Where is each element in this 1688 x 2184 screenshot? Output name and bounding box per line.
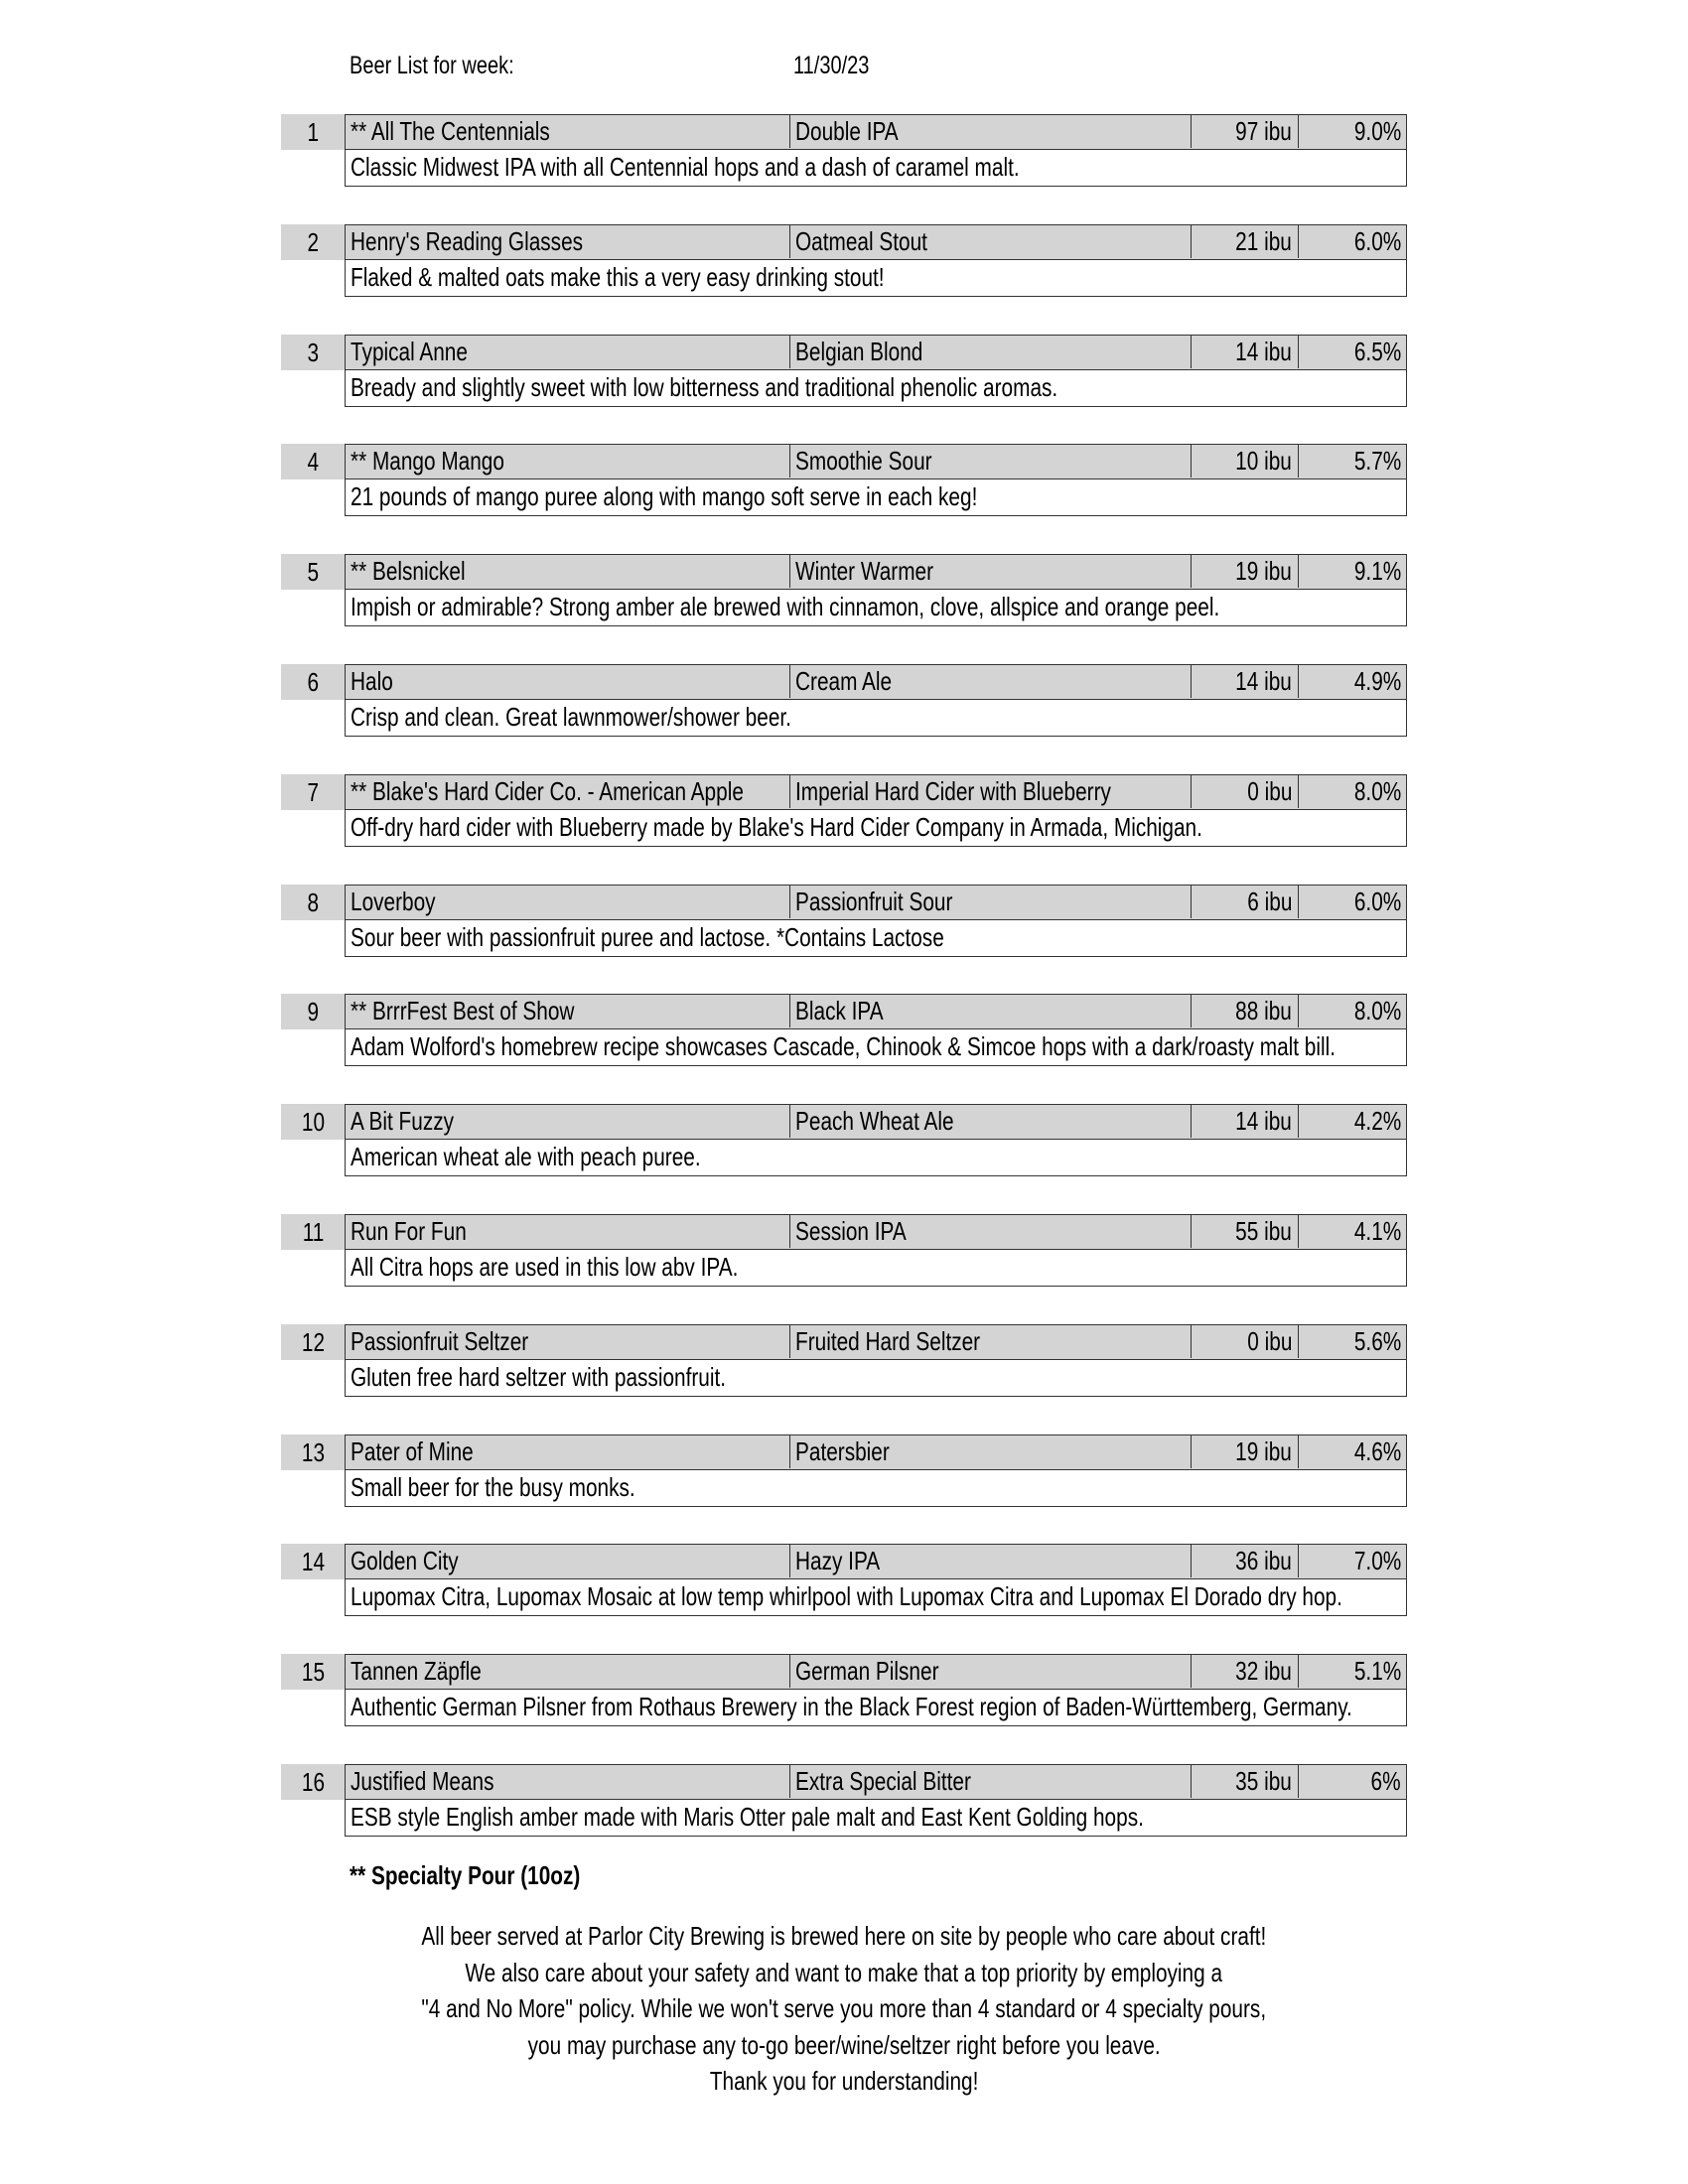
beer-number: 4	[281, 444, 345, 479]
beer-number: 15	[281, 1654, 345, 1690]
beer-entry	[0, 554, 1688, 627]
beer-entry	[0, 224, 1688, 298]
beer-description: Flaked & malted oats make this a very easy drinking stout!	[351, 261, 885, 292]
beer-number: 9	[281, 994, 345, 1029]
beer-abv: 4.1%	[1353, 1216, 1401, 1246]
beer-info-row	[345, 1544, 1407, 1579]
beer-style: Cream Ale	[790, 665, 1192, 698]
beer-entry	[0, 444, 1688, 517]
beer-info-row	[345, 1104, 1407, 1140]
beer-style: Imperial Hard Cider with Blueberry	[790, 775, 1192, 808]
beer-description-row	[345, 1690, 1407, 1726]
beer-style: Session IPA	[790, 1215, 1192, 1248]
week-label: Beer List for week:	[350, 52, 514, 79]
beer-info-row	[345, 554, 1407, 590]
beer-description: Sour beer with passionfruit puree and lactose. *Contains Lactose	[351, 921, 944, 952]
specialty-pour-note: ** Specialty Pour (10oz)	[350, 1860, 581, 1890]
beer-style: Hazy IPA	[790, 1545, 1192, 1577]
beer-abv: 4.6%	[1353, 1435, 1401, 1466]
beer-info-row	[345, 114, 1407, 150]
beer-description-row	[345, 810, 1407, 847]
beer-number: 1	[281, 114, 345, 150]
beer-ibu: 55 ibu	[1192, 1215, 1299, 1248]
beer-name: A Bit Fuzzy	[346, 1105, 790, 1138]
beer-description-row	[345, 260, 1407, 297]
beer-entry	[0, 1214, 1688, 1288]
beer-entry	[0, 1434, 1688, 1508]
beer-description: Bready and slightly sweet with low bitterness and traditional phenolic aromas.	[351, 371, 1058, 402]
beer-name: Henry's Reading Glasses	[346, 225, 790, 258]
beer-ibu: 10 ibu	[1192, 445, 1299, 478]
beer-name: ** Mango Mango	[346, 445, 790, 478]
beer-name: ** Belsnickel	[346, 555, 790, 588]
beer-entry	[0, 1654, 1688, 1727]
beer-number: 14	[281, 1544, 345, 1579]
beer-entry	[0, 114, 1688, 188]
beer-abv: 6.0%	[1353, 225, 1401, 256]
footer-policy	[0, 1918, 1688, 2100]
beer-number: 12	[281, 1324, 345, 1360]
footer-line: you may purchase any to-go beer/wine/seltzer right before you leave.	[527, 2029, 1161, 2060]
beer-info-row	[345, 1434, 1407, 1470]
beer-ibu: 35 ibu	[1192, 1765, 1299, 1798]
beer-info-row	[345, 444, 1407, 479]
beer-description-row	[345, 370, 1407, 407]
beer-style: Extra Special Bitter	[790, 1765, 1192, 1798]
beer-info-row	[345, 664, 1407, 700]
beer-number: 10	[281, 1104, 345, 1140]
beer-entry	[0, 1324, 1688, 1398]
beer-name: Tannen Zäpfle	[346, 1655, 790, 1688]
beer-description-row	[345, 479, 1407, 516]
beer-ibu: 21 ibu	[1192, 225, 1299, 258]
beer-ibu: 6 ibu	[1192, 886, 1299, 918]
beer-description: Crisp and clean. Great lawnmower/shower beer.	[351, 702, 791, 732]
beer-number: 8	[281, 885, 345, 920]
beer-name: Run For Fun	[346, 1215, 790, 1248]
footer-line: All beer served at Parlor City Brewing is brewed here on site by people who care about craft!	[421, 1921, 1267, 1951]
beer-description-row	[345, 590, 1407, 626]
beer-ibu: 14 ibu	[1192, 665, 1299, 698]
beer-ibu: 32 ibu	[1192, 1655, 1299, 1688]
beer-name: ** BrrrFest Best of Show	[346, 995, 790, 1027]
beer-abv: 7.0%	[1353, 1546, 1401, 1576]
beer-info-row	[345, 994, 1407, 1029]
beer-abv: 5.6%	[1353, 1325, 1401, 1356]
beer-info-row	[345, 1214, 1407, 1250]
footer-line: "4 and No More" policy. While we won't serve you more than 4 standard or 4 specialty pours,	[421, 1993, 1267, 2023]
beer-ibu: 14 ibu	[1192, 1105, 1299, 1138]
beer-style: Black IPA	[790, 995, 1192, 1027]
beer-description-row	[345, 1360, 1407, 1397]
beer-description-row	[345, 1029, 1407, 1066]
beer-style: Double IPA	[790, 115, 1192, 148]
beer-description-row	[345, 1579, 1407, 1616]
beer-entry	[0, 1104, 1688, 1177]
beer-abv: 6%	[1370, 1766, 1401, 1796]
beer-name: Loverboy	[346, 886, 790, 918]
beer-description: American wheat ale with peach puree.	[351, 1142, 701, 1172]
beer-style: Oatmeal Stout	[790, 225, 1192, 258]
beer-abv: 8.0%	[1353, 775, 1401, 806]
beer-info-row	[345, 774, 1407, 810]
beer-info-row	[345, 1324, 1407, 1360]
beer-style: Winter Warmer	[790, 555, 1192, 588]
beer-style: Smoothie Sour	[790, 445, 1192, 478]
beer-entry	[0, 1544, 1688, 1617]
beer-entry	[0, 335, 1688, 408]
beer-description: Classic Midwest IPA with all Centennial hops and a dash of caramel malt.	[351, 152, 1020, 182]
beer-description-row	[345, 1800, 1407, 1837]
beer-number: 16	[281, 1764, 345, 1800]
beer-number: 3	[281, 335, 345, 370]
beer-description-row	[345, 700, 1407, 737]
beer-description-row	[345, 1250, 1407, 1287]
beer-info-row	[345, 335, 1407, 370]
beer-ibu: 0 ibu	[1192, 1325, 1299, 1358]
beer-name: ** All The Centennials	[346, 115, 790, 148]
beer-number: 13	[281, 1434, 345, 1470]
beer-description: Gluten free hard seltzer with passionfruit.	[351, 1361, 727, 1392]
beer-entry	[0, 885, 1688, 958]
beer-style: Passionfruit Sour	[790, 886, 1192, 918]
beer-name: Typical Anne	[346, 336, 790, 368]
beer-description: Off-dry hard cider with Blueberry made by Blake's Hard Cider Company in Armada, Michigan.	[351, 811, 1202, 842]
beer-info-row	[345, 1764, 1407, 1800]
beer-ibu: 14 ibu	[1192, 336, 1299, 368]
beer-style: Patersbier	[790, 1435, 1192, 1468]
beer-number: 7	[281, 774, 345, 810]
beer-name: Pater of Mine	[346, 1435, 790, 1468]
beer-style: German Pilsner	[790, 1655, 1192, 1688]
beer-name: Golden City	[346, 1545, 790, 1577]
beer-abv: 9.1%	[1353, 556, 1401, 587]
beer-entry	[0, 994, 1688, 1067]
beer-info-row	[345, 1654, 1407, 1690]
beer-description: Lupomax Citra, Lupomax Mosaic at low temp whirlpool with Lupomax Citra and Lupomax El Dorado dry hop.	[351, 1581, 1342, 1612]
beer-number: 5	[281, 554, 345, 590]
beer-style: Peach Wheat Ale	[790, 1105, 1192, 1138]
beer-description: Impish or admirable? Strong amber ale brewed with cinnamon, clove, allspice and orange peel.	[351, 592, 1220, 622]
beer-name: ** Blake's Hard Cider Co. - American Apple	[346, 775, 790, 808]
week-date: 11/30/23	[793, 52, 870, 79]
beer-info-row	[345, 224, 1407, 260]
beer-description: Authentic German Pilsner from Rothaus Brewery in the Black Forest region of Baden-Württemberg, Germany.	[351, 1692, 1352, 1722]
footer-line: Thank you for understanding!	[709, 2066, 979, 2096]
beer-info-row	[345, 885, 1407, 920]
beer-description: ESB style English amber made with Maris Otter pale malt and East Kent Golding hops.	[351, 1802, 1144, 1832]
beer-abv: 8.0%	[1353, 996, 1401, 1026]
beer-abv: 9.0%	[1353, 116, 1401, 146]
beer-abv: 5.1%	[1353, 1656, 1401, 1687]
beer-abv: 5.7%	[1353, 446, 1401, 477]
beer-abv: 4.2%	[1353, 1106, 1401, 1137]
beer-description-row	[345, 1470, 1407, 1507]
footer-line: We also care about your safety and want to make that a top priority by employing a	[465, 1957, 1223, 1987]
beer-description: Adam Wolford's homebrew recipe showcases Cascade, Chinook & Simcoe hops with a dark/roasty malt bill.	[351, 1031, 1336, 1062]
beer-abv: 6.5%	[1353, 336, 1401, 366]
beer-ibu: 36 ibu	[1192, 1545, 1299, 1577]
beer-ibu: 88 ibu	[1192, 995, 1299, 1027]
beer-description: Small beer for the busy monks.	[351, 1471, 635, 1502]
beer-ibu: 97 ibu	[1192, 115, 1299, 148]
beer-number: 2	[281, 224, 345, 260]
beer-name: Passionfruit Seltzer	[346, 1325, 790, 1358]
beer-entry	[0, 774, 1688, 848]
beer-description: 21 pounds of mango puree along with mango soft serve in each keg!	[351, 481, 978, 512]
beer-number: 6	[281, 664, 345, 700]
beer-style: Belgian Blond	[790, 336, 1192, 368]
beer-number: 11	[281, 1214, 345, 1250]
beer-name: Halo	[346, 665, 790, 698]
beer-abv: 6.0%	[1353, 886, 1401, 916]
beer-name: Justified Means	[346, 1765, 790, 1798]
beer-ibu: 19 ibu	[1192, 555, 1299, 588]
beer-description-row	[345, 1140, 1407, 1176]
beer-entry	[0, 664, 1688, 738]
beer-description-row	[345, 920, 1407, 957]
beer-ibu: 0 ibu	[1192, 775, 1299, 808]
beer-ibu: 19 ibu	[1192, 1435, 1299, 1468]
beer-description: All Citra hops are used in this low abv IPA.	[351, 1252, 739, 1282]
beer-entry	[0, 1764, 1688, 1838]
beer-description-row	[345, 150, 1407, 187]
beer-abv: 4.9%	[1353, 666, 1401, 696]
beer-style: Fruited Hard Seltzer	[790, 1325, 1192, 1358]
